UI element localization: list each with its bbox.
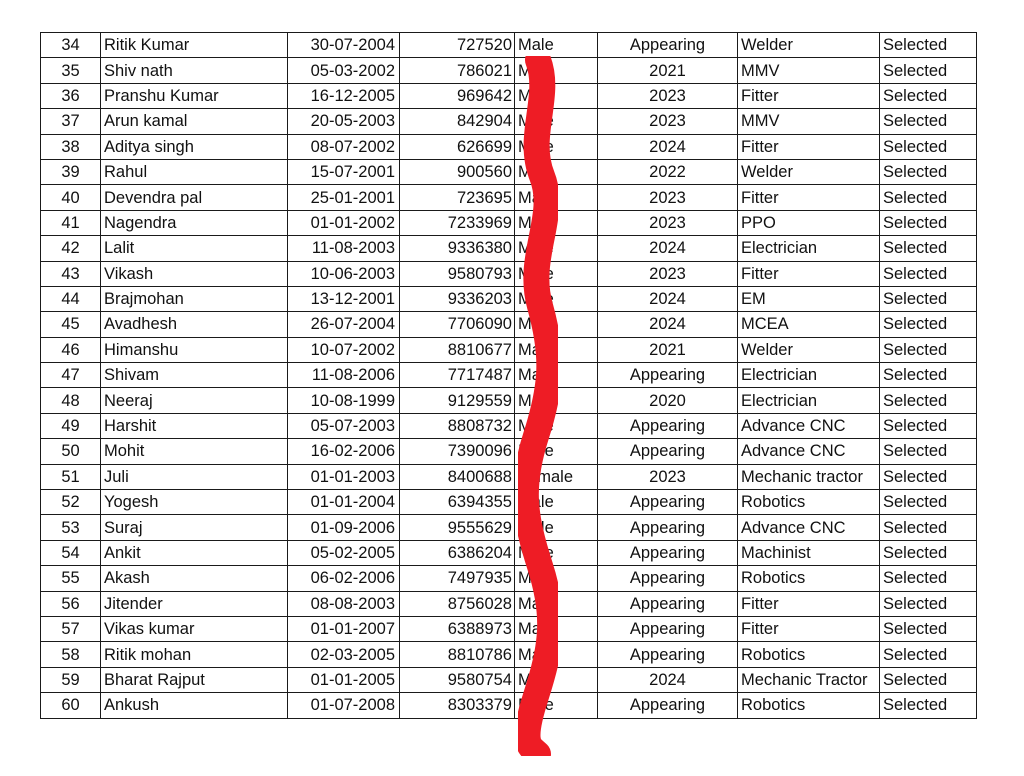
phone-number-cell: 842904 (400, 109, 515, 134)
serial-number-cell: 60 (41, 693, 101, 718)
passing-year-cell: Appearing (598, 540, 738, 565)
gender-cell: Male (515, 312, 598, 337)
trade-cell: Robotics (738, 693, 880, 718)
table-row (41, 693, 977, 718)
gender-cell: Male (515, 566, 598, 591)
status-cell: Selected (880, 413, 977, 438)
phone-number-cell: 8303379 (400, 693, 515, 718)
phone-number-cell: 7233969 (400, 210, 515, 235)
selection-list-sheet (40, 32, 976, 719)
status-cell: Selected (880, 261, 977, 286)
gender-cell: Male (515, 490, 598, 515)
status-cell: Selected (880, 490, 977, 515)
passing-year-cell: Appearing (598, 413, 738, 438)
candidate-name-cell: Juli (101, 464, 288, 489)
gender-cell: Male (515, 388, 598, 413)
phone-number-cell: 8756028 (400, 591, 515, 616)
serial-number-cell: 57 (41, 616, 101, 641)
table-row (41, 667, 977, 692)
status-cell: Selected (880, 616, 977, 641)
table-row (41, 236, 977, 261)
date-of-birth-cell: 01-01-2003 (288, 464, 400, 489)
table-row (41, 83, 977, 108)
phone-number-cell: 9580793 (400, 261, 515, 286)
date-of-birth-cell: 26-07-2004 (288, 312, 400, 337)
passing-year-cell: 2023 (598, 210, 738, 235)
trade-cell: Fitter (738, 83, 880, 108)
candidate-name-cell: Brajmohan (101, 286, 288, 311)
trade-cell: Electrician (738, 236, 880, 261)
phone-number-cell: 727520 (400, 33, 515, 58)
table-row (41, 286, 977, 311)
trade-cell: Fitter (738, 591, 880, 616)
passing-year-cell: Appearing (598, 591, 738, 616)
status-cell: Selected (880, 286, 977, 311)
status-cell: Selected (880, 388, 977, 413)
table-row (41, 134, 977, 159)
phone-number-cell: 7497935 (400, 566, 515, 591)
date-of-birth-cell: 11-08-2003 (288, 236, 400, 261)
table-row (41, 413, 977, 438)
status-cell: Selected (880, 642, 977, 667)
serial-number-cell: 46 (41, 337, 101, 362)
serial-number-cell: 34 (41, 33, 101, 58)
status-cell: Selected (880, 464, 977, 489)
serial-number-cell: 37 (41, 109, 101, 134)
serial-number-cell: 49 (41, 413, 101, 438)
candidate-name-cell: Jitender (101, 591, 288, 616)
status-cell: Selected (880, 363, 977, 388)
phone-number-cell: 9336380 (400, 236, 515, 261)
status-cell: Selected (880, 58, 977, 83)
candidate-name-cell: Nagendra (101, 210, 288, 235)
gender-cell: Male (515, 439, 598, 464)
trade-cell: Robotics (738, 490, 880, 515)
trade-cell: Fitter (738, 261, 880, 286)
gender-cell: Male (515, 540, 598, 565)
passing-year-cell: 2022 (598, 159, 738, 184)
serial-number-cell: 51 (41, 464, 101, 489)
gender-cell: Male (515, 286, 598, 311)
status-cell: Selected (880, 109, 977, 134)
serial-number-cell: 58 (41, 642, 101, 667)
status-cell: Selected (880, 540, 977, 565)
phone-number-cell: 7706090 (400, 312, 515, 337)
date-of-birth-cell: 08-07-2002 (288, 134, 400, 159)
status-cell: Selected (880, 159, 977, 184)
trade-cell: Robotics (738, 642, 880, 667)
date-of-birth-cell: 05-03-2002 (288, 58, 400, 83)
date-of-birth-cell: 05-02-2005 (288, 540, 400, 565)
candidate-name-cell: Lalit (101, 236, 288, 261)
trade-cell: Fitter (738, 185, 880, 210)
serial-number-cell: 59 (41, 667, 101, 692)
date-of-birth-cell: 20-05-2003 (288, 109, 400, 134)
status-cell: Selected (880, 439, 977, 464)
gender-cell: Male (515, 515, 598, 540)
date-of-birth-cell: 10-07-2002 (288, 337, 400, 362)
table-row (41, 210, 977, 235)
trade-cell: Fitter (738, 134, 880, 159)
date-of-birth-cell: 30-07-2004 (288, 33, 400, 58)
date-of-birth-cell: 02-03-2005 (288, 642, 400, 667)
passing-year-cell: 2021 (598, 337, 738, 362)
date-of-birth-cell: 11-08-2006 (288, 363, 400, 388)
table-row (41, 540, 977, 565)
status-cell: Selected (880, 667, 977, 692)
table-row (41, 58, 977, 83)
candidate-name-cell: Pranshu Kumar (101, 83, 288, 108)
candidate-name-cell: Arun kamal (101, 109, 288, 134)
trade-cell: Mechanic tractor (738, 464, 880, 489)
gender-cell: Male (515, 236, 598, 261)
trade-cell: Advance CNC (738, 439, 880, 464)
status-cell: Selected (880, 693, 977, 718)
phone-number-cell: 7717487 (400, 363, 515, 388)
trade-cell: PPO (738, 210, 880, 235)
date-of-birth-cell: 10-08-1999 (288, 388, 400, 413)
candidate-name-cell: Bharat Rajput (101, 667, 288, 692)
candidate-name-cell: Neeraj (101, 388, 288, 413)
candidates-table (40, 32, 977, 719)
passing-year-cell: Appearing (598, 490, 738, 515)
table-row (41, 515, 977, 540)
table-row (41, 388, 977, 413)
date-of-birth-cell: 25-01-2001 (288, 185, 400, 210)
passing-year-cell: Appearing (598, 693, 738, 718)
passing-year-cell: 2024 (598, 667, 738, 692)
status-cell: Selected (880, 236, 977, 261)
date-of-birth-cell: 16-12-2005 (288, 83, 400, 108)
gender-cell: Male (515, 261, 598, 286)
passing-year-cell: 2023 (598, 185, 738, 210)
candidate-name-cell: Ankush (101, 693, 288, 718)
trade-cell: Mechanic Tractor (738, 667, 880, 692)
trade-cell: Electrician (738, 388, 880, 413)
phone-number-cell: 9336203 (400, 286, 515, 311)
serial-number-cell: 36 (41, 83, 101, 108)
gender-cell: Male (515, 642, 598, 667)
status-cell: Selected (880, 337, 977, 362)
phone-number-cell: 6394355 (400, 490, 515, 515)
phone-number-cell: 786021 (400, 58, 515, 83)
candidate-name-cell: Ritik Kumar (101, 33, 288, 58)
candidate-name-cell: Shiv nath (101, 58, 288, 83)
serial-number-cell: 56 (41, 591, 101, 616)
gender-cell: Male (515, 667, 598, 692)
phone-number-cell: 723695 (400, 185, 515, 210)
gender-cell: Male (515, 134, 598, 159)
gender-cell: Male (515, 33, 598, 58)
date-of-birth-cell: 13-12-2001 (288, 286, 400, 311)
status-cell: Selected (880, 134, 977, 159)
date-of-birth-cell: 15-07-2001 (288, 159, 400, 184)
table-row (41, 464, 977, 489)
passing-year-cell: Appearing (598, 566, 738, 591)
date-of-birth-cell: 01-09-2006 (288, 515, 400, 540)
serial-number-cell: 39 (41, 159, 101, 184)
gender-cell: Male (515, 210, 598, 235)
table-row (41, 490, 977, 515)
trade-cell: Electrician (738, 363, 880, 388)
trade-cell: Advance CNC (738, 413, 880, 438)
serial-number-cell: 44 (41, 286, 101, 311)
table-row (41, 185, 977, 210)
date-of-birth-cell: 05-07-2003 (288, 413, 400, 438)
phone-number-cell: 900560 (400, 159, 515, 184)
trade-cell: Fitter (738, 616, 880, 641)
passing-year-cell: Appearing (598, 515, 738, 540)
passing-year-cell: Appearing (598, 616, 738, 641)
phone-number-cell: 6388973 (400, 616, 515, 641)
date-of-birth-cell: 08-08-2003 (288, 591, 400, 616)
status-cell: Selected (880, 185, 977, 210)
trade-cell: Robotics (738, 566, 880, 591)
gender-cell: Male (515, 591, 598, 616)
table-row (41, 33, 977, 58)
date-of-birth-cell: 01-07-2008 (288, 693, 400, 718)
gender-cell: Male (515, 413, 598, 438)
table-row (41, 109, 977, 134)
serial-number-cell: 52 (41, 490, 101, 515)
serial-number-cell: 41 (41, 210, 101, 235)
candidate-name-cell: Ankit (101, 540, 288, 565)
candidate-name-cell: Vikas kumar (101, 616, 288, 641)
trade-cell: Welder (738, 337, 880, 362)
status-cell: Selected (880, 591, 977, 616)
candidate-name-cell: Shivam (101, 363, 288, 388)
passing-year-cell: 2024 (598, 236, 738, 261)
trade-cell: MMV (738, 58, 880, 83)
candidate-name-cell: Mohit (101, 439, 288, 464)
date-of-birth-cell: 06-02-2006 (288, 566, 400, 591)
trade-cell: MCEA (738, 312, 880, 337)
phone-number-cell: 8808732 (400, 413, 515, 438)
passing-year-cell: 2021 (598, 58, 738, 83)
passing-year-cell: 2024 (598, 312, 738, 337)
gender-cell: Male (515, 58, 598, 83)
candidate-name-cell: Himanshu (101, 337, 288, 362)
date-of-birth-cell: 01-01-2004 (288, 490, 400, 515)
gender-cell: Male (515, 693, 598, 718)
phone-number-cell: 8810677 (400, 337, 515, 362)
serial-number-cell: 35 (41, 58, 101, 83)
phone-number-cell: 9129559 (400, 388, 515, 413)
status-cell: Selected (880, 33, 977, 58)
candidate-name-cell: Aditya singh (101, 134, 288, 159)
phone-number-cell: 9555629 (400, 515, 515, 540)
passing-year-cell: Appearing (598, 363, 738, 388)
trade-cell: EM (738, 286, 880, 311)
trade-cell: Machinist (738, 540, 880, 565)
serial-number-cell: 48 (41, 388, 101, 413)
candidate-name-cell: Devendra pal (101, 185, 288, 210)
table-row (41, 591, 977, 616)
status-cell: Selected (880, 210, 977, 235)
serial-number-cell: 47 (41, 363, 101, 388)
phone-number-cell: 9580754 (400, 667, 515, 692)
gender-cell: Male (515, 337, 598, 362)
table-row (41, 363, 977, 388)
serial-number-cell: 45 (41, 312, 101, 337)
candidate-name-cell: Avadhesh (101, 312, 288, 337)
passing-year-cell: Appearing (598, 439, 738, 464)
status-cell: Selected (880, 83, 977, 108)
candidate-name-cell: Vikash (101, 261, 288, 286)
date-of-birth-cell: 16-02-2006 (288, 439, 400, 464)
serial-number-cell: 54 (41, 540, 101, 565)
serial-number-cell: 38 (41, 134, 101, 159)
candidate-name-cell: Ritik mohan (101, 642, 288, 667)
date-of-birth-cell: 01-01-2007 (288, 616, 400, 641)
gender-cell: Male (515, 109, 598, 134)
serial-number-cell: 40 (41, 185, 101, 210)
trade-cell: Welder (738, 159, 880, 184)
serial-number-cell: 55 (41, 566, 101, 591)
serial-number-cell: 53 (41, 515, 101, 540)
passing-year-cell: 2024 (598, 286, 738, 311)
trade-cell: Advance CNC (738, 515, 880, 540)
gender-cell: Male (515, 83, 598, 108)
passing-year-cell: Appearing (598, 642, 738, 667)
phone-number-cell: 626699 (400, 134, 515, 159)
table-row (41, 616, 977, 641)
gender-cell: Male (515, 185, 598, 210)
passing-year-cell: 2023 (598, 109, 738, 134)
status-cell: Selected (880, 312, 977, 337)
phone-number-cell: 6386204 (400, 540, 515, 565)
phone-number-cell: 7390096 (400, 439, 515, 464)
candidate-name-cell: Suraj (101, 515, 288, 540)
candidate-name-cell: Yogesh (101, 490, 288, 515)
table-row (41, 642, 977, 667)
trade-cell: MMV (738, 109, 880, 134)
gender-cell: Female (515, 464, 598, 489)
passing-year-cell: 2020 (598, 388, 738, 413)
candidate-name-cell: Rahul (101, 159, 288, 184)
phone-number-cell: 8400688 (400, 464, 515, 489)
table-row (41, 566, 977, 591)
serial-number-cell: 42 (41, 236, 101, 261)
status-cell: Selected (880, 515, 977, 540)
gender-cell: Male (515, 363, 598, 388)
passing-year-cell: 2024 (598, 134, 738, 159)
gender-cell: Male (515, 159, 598, 184)
date-of-birth-cell: 01-01-2005 (288, 667, 400, 692)
table-row (41, 312, 977, 337)
serial-number-cell: 50 (41, 439, 101, 464)
passing-year-cell: 2023 (598, 83, 738, 108)
date-of-birth-cell: 10-06-2003 (288, 261, 400, 286)
candidate-name-cell: Akash (101, 566, 288, 591)
table-row (41, 261, 977, 286)
passing-year-cell: 2023 (598, 261, 738, 286)
phone-number-cell: 8810786 (400, 642, 515, 667)
table-row (41, 159, 977, 184)
serial-number-cell: 43 (41, 261, 101, 286)
table-row (41, 439, 977, 464)
passing-year-cell: 2023 (598, 464, 738, 489)
candidate-name-cell: Harshit (101, 413, 288, 438)
passing-year-cell: Appearing (598, 33, 738, 58)
table-row (41, 337, 977, 362)
date-of-birth-cell: 01-01-2002 (288, 210, 400, 235)
gender-cell: Male (515, 616, 598, 641)
trade-cell: Welder (738, 33, 880, 58)
phone-number-cell: 969642 (400, 83, 515, 108)
status-cell: Selected (880, 566, 977, 591)
